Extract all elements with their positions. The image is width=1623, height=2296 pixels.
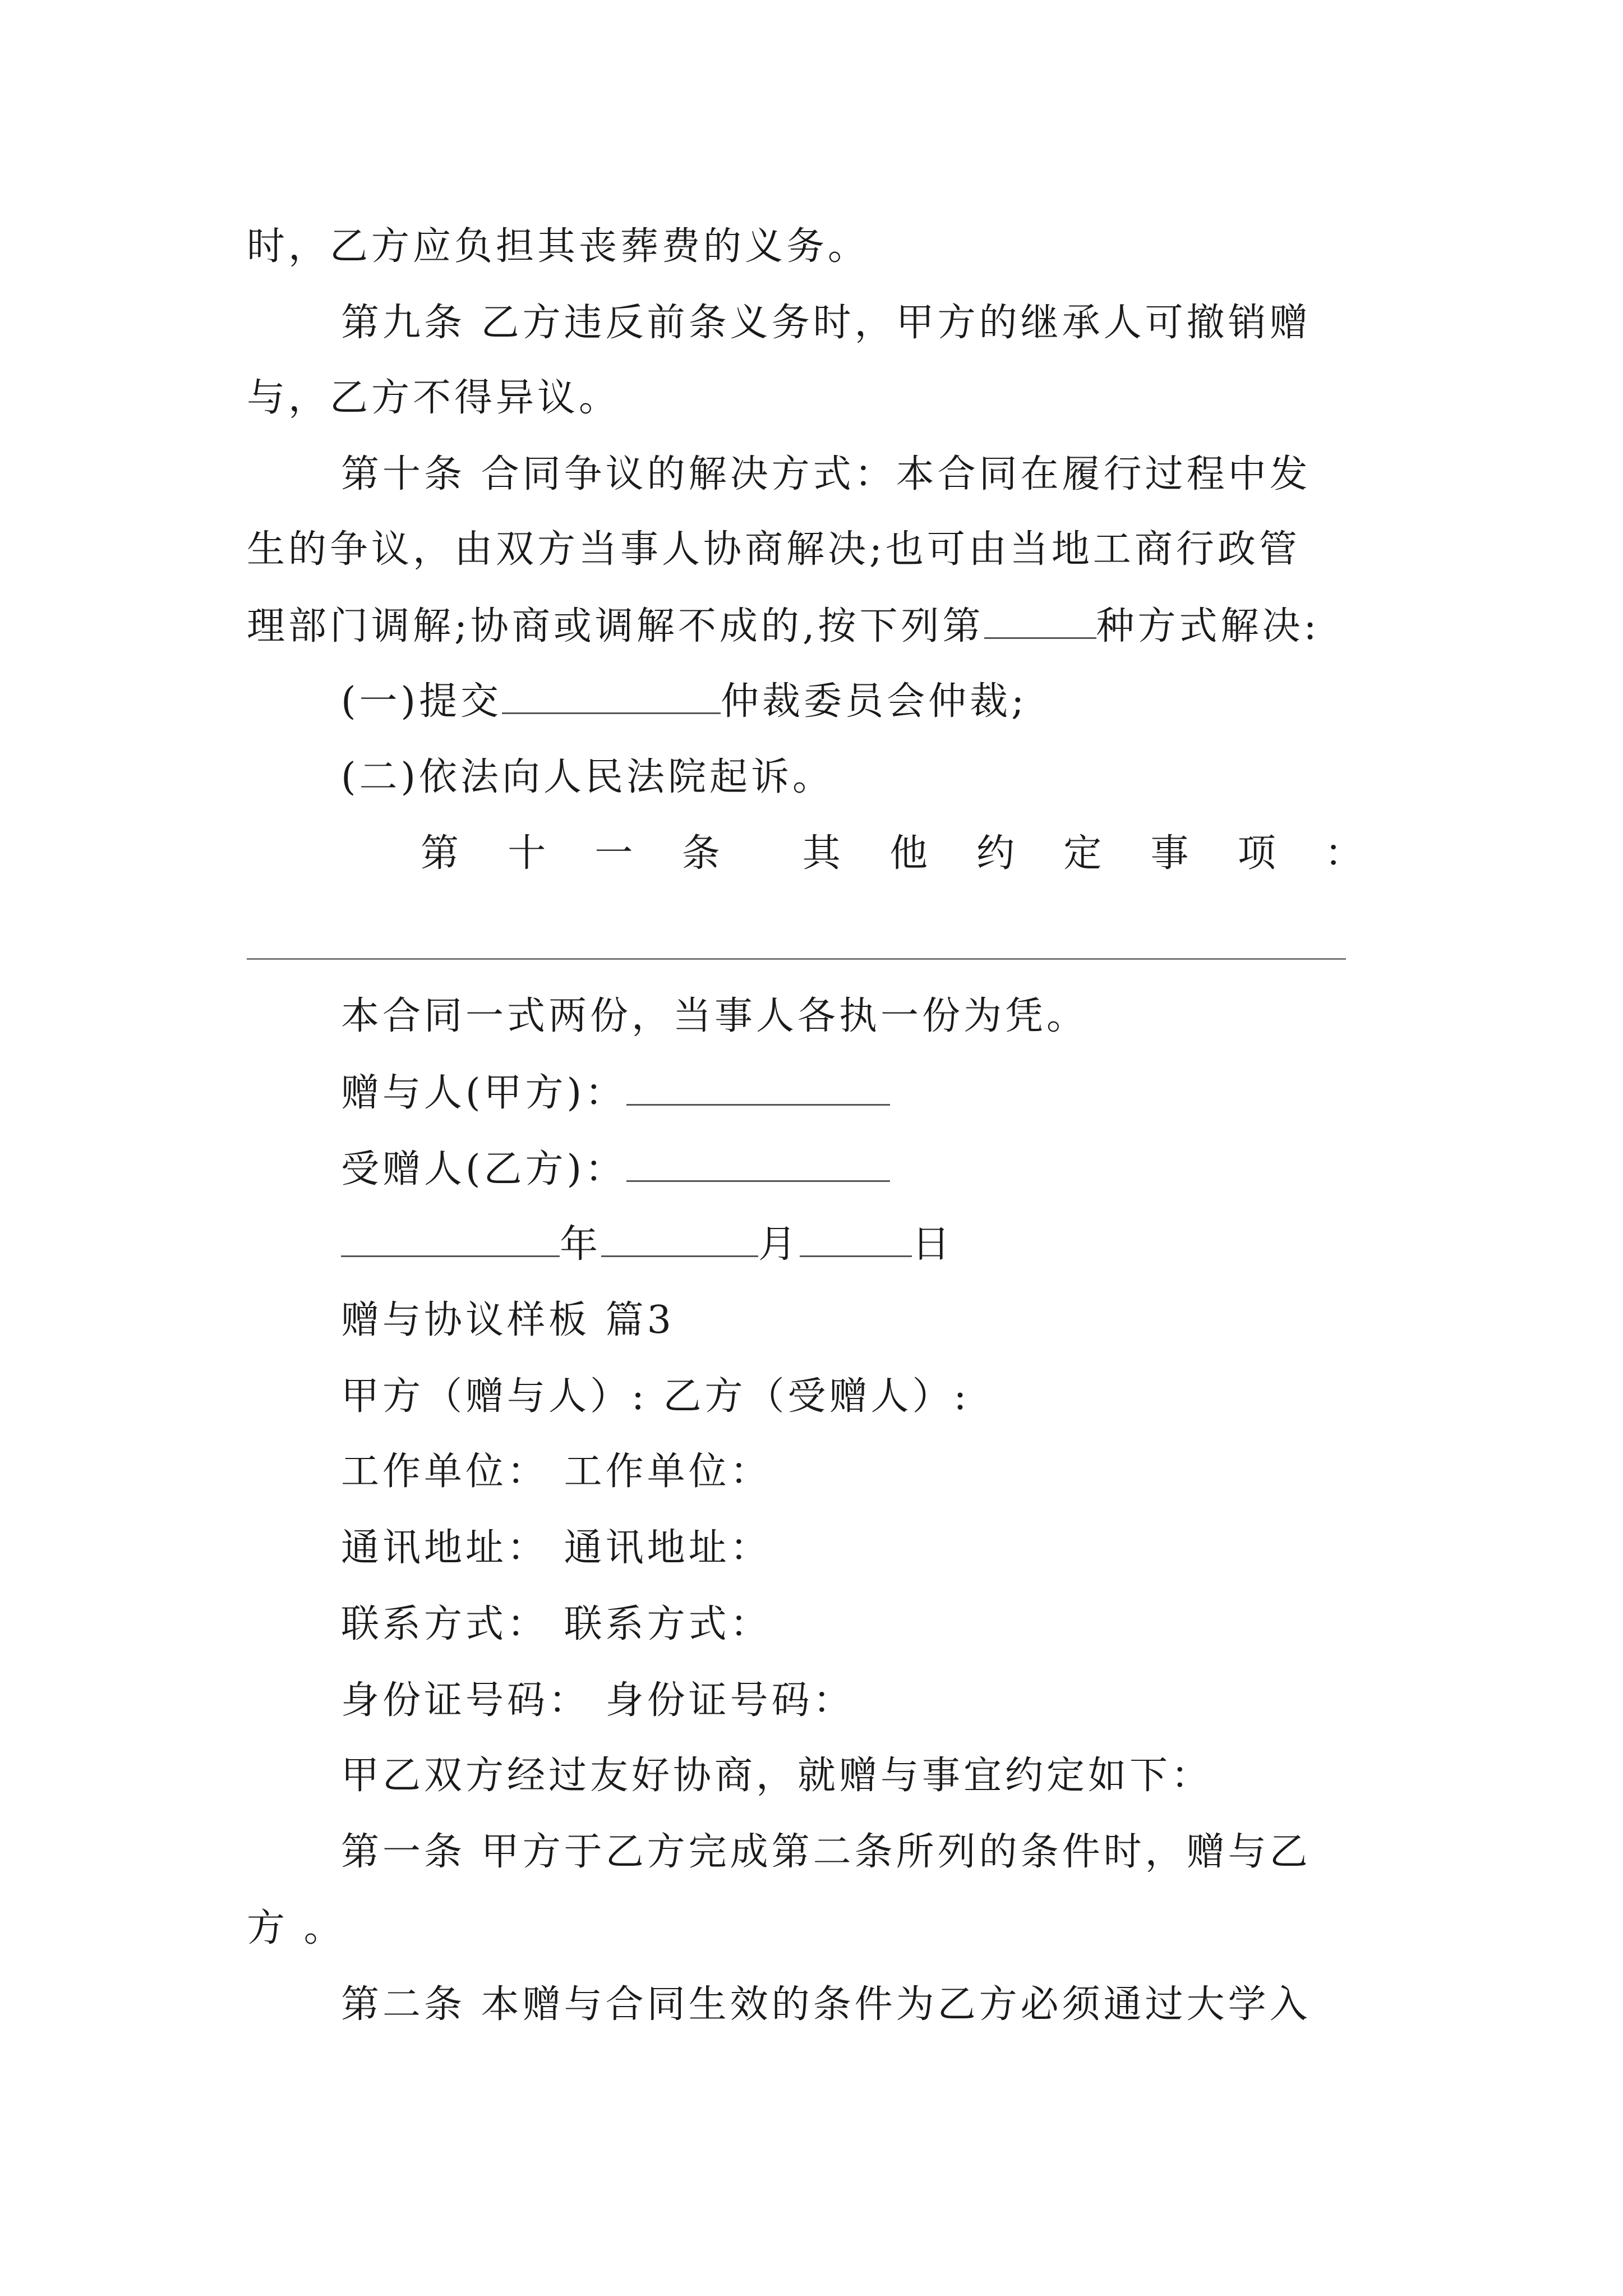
article-11-char: 事 bbox=[1150, 831, 1189, 876]
article-9-line-1: 第九条 乙方违反前条义务时，甲方的继承人可撤销赠 bbox=[341, 301, 1311, 345]
option-2-line: (二)依法向人民法院起诉。 bbox=[341, 755, 834, 799]
month-blank bbox=[601, 1216, 758, 1257]
article-11-char: 第 bbox=[421, 831, 459, 876]
article-11-heading bbox=[421, 826, 1363, 882]
article-11-char: 条 bbox=[681, 831, 720, 876]
parties-line: 甲方（赠与人）: 乙方（受赠人）: bbox=[341, 1374, 970, 1419]
article-2-line-1: 第二条 本赠与合同生效的条件为乙方必须通过大学入 bbox=[341, 1982, 1311, 2027]
article-11-char: 其 bbox=[802, 831, 841, 876]
option-1-text-a: (一)提交 bbox=[341, 679, 502, 724]
copies-line: 本合同一式两份，当事人各执一份为凭。 bbox=[341, 994, 1089, 1038]
month-label: 月 bbox=[758, 1222, 800, 1267]
article-10-line-3-text-b: 种方式解决: bbox=[1096, 604, 1320, 648]
article-11-char: 他 bbox=[889, 831, 928, 876]
year-label: 年 bbox=[560, 1222, 602, 1267]
day-blank bbox=[800, 1216, 912, 1257]
method-number-blank bbox=[984, 598, 1096, 639]
agreement-intro-line: 甲乙双方经过友好协商，就赠与事宜约定如下： bbox=[341, 1754, 1213, 1798]
article-10-line-1: 第十条 合同争议的解决方式：本合同在履行过程中发 bbox=[341, 452, 1311, 496]
address-line: 通讯地址： 通讯地址： bbox=[341, 1526, 772, 1570]
donee-label: 受赠人(乙方)： bbox=[341, 1147, 627, 1191]
date-line bbox=[341, 1216, 1391, 1273]
article-11-char: 约 bbox=[976, 831, 1015, 876]
other-terms-blank-line bbox=[247, 958, 1346, 960]
article-11-char: 一 bbox=[594, 831, 633, 876]
article-11-char: 项 bbox=[1237, 831, 1276, 876]
donor-signature-blank bbox=[626, 1065, 890, 1106]
option-1-line bbox=[341, 673, 1391, 730]
article-10-line-3 bbox=[247, 598, 1391, 655]
donee-signature-line bbox=[341, 1141, 1391, 1198]
donee-signature-blank bbox=[626, 1141, 890, 1182]
article-1-line-2: 方 。 bbox=[247, 1906, 345, 1950]
donor-signature-line bbox=[341, 1065, 1391, 1121]
article-11-char: ： bbox=[1324, 831, 1363, 876]
arbitration-committee-blank bbox=[502, 673, 721, 714]
option-1-text-b: 仲裁委员会仲裁; bbox=[721, 679, 1027, 724]
article-11-char: 十 bbox=[508, 831, 546, 876]
day-label: 日 bbox=[912, 1222, 954, 1267]
section-title: 赠与协议样板 篇3 bbox=[341, 1298, 675, 1342]
year-blank bbox=[341, 1216, 560, 1257]
workplace-line: 工作单位： 工作单位： bbox=[341, 1450, 772, 1494]
paragraph-line: 时，乙方应负担其丧葬费的义务。 bbox=[247, 224, 870, 269]
article-10-line-3-text-a: 理部门调解;协商或调解不成的,按下列第 bbox=[247, 604, 984, 648]
article-11-char: 定 bbox=[1063, 831, 1102, 876]
article-1-line-1: 第一条 甲方于乙方完成第二条所列的条件时，赠与乙 bbox=[341, 1830, 1311, 1874]
article-10-line-2: 生的争议，由双方当事人协商解决;也可由当地工商行政管 bbox=[247, 527, 1301, 572]
contact-line: 联系方式： 联系方式： bbox=[341, 1602, 772, 1646]
article-9-line-2: 与，乙方不得异议。 bbox=[247, 376, 621, 420]
donor-label: 赠与人(甲方)： bbox=[341, 1071, 627, 1115]
id-number-line: 身份证号码： 身份证号码： bbox=[341, 1678, 855, 1723]
